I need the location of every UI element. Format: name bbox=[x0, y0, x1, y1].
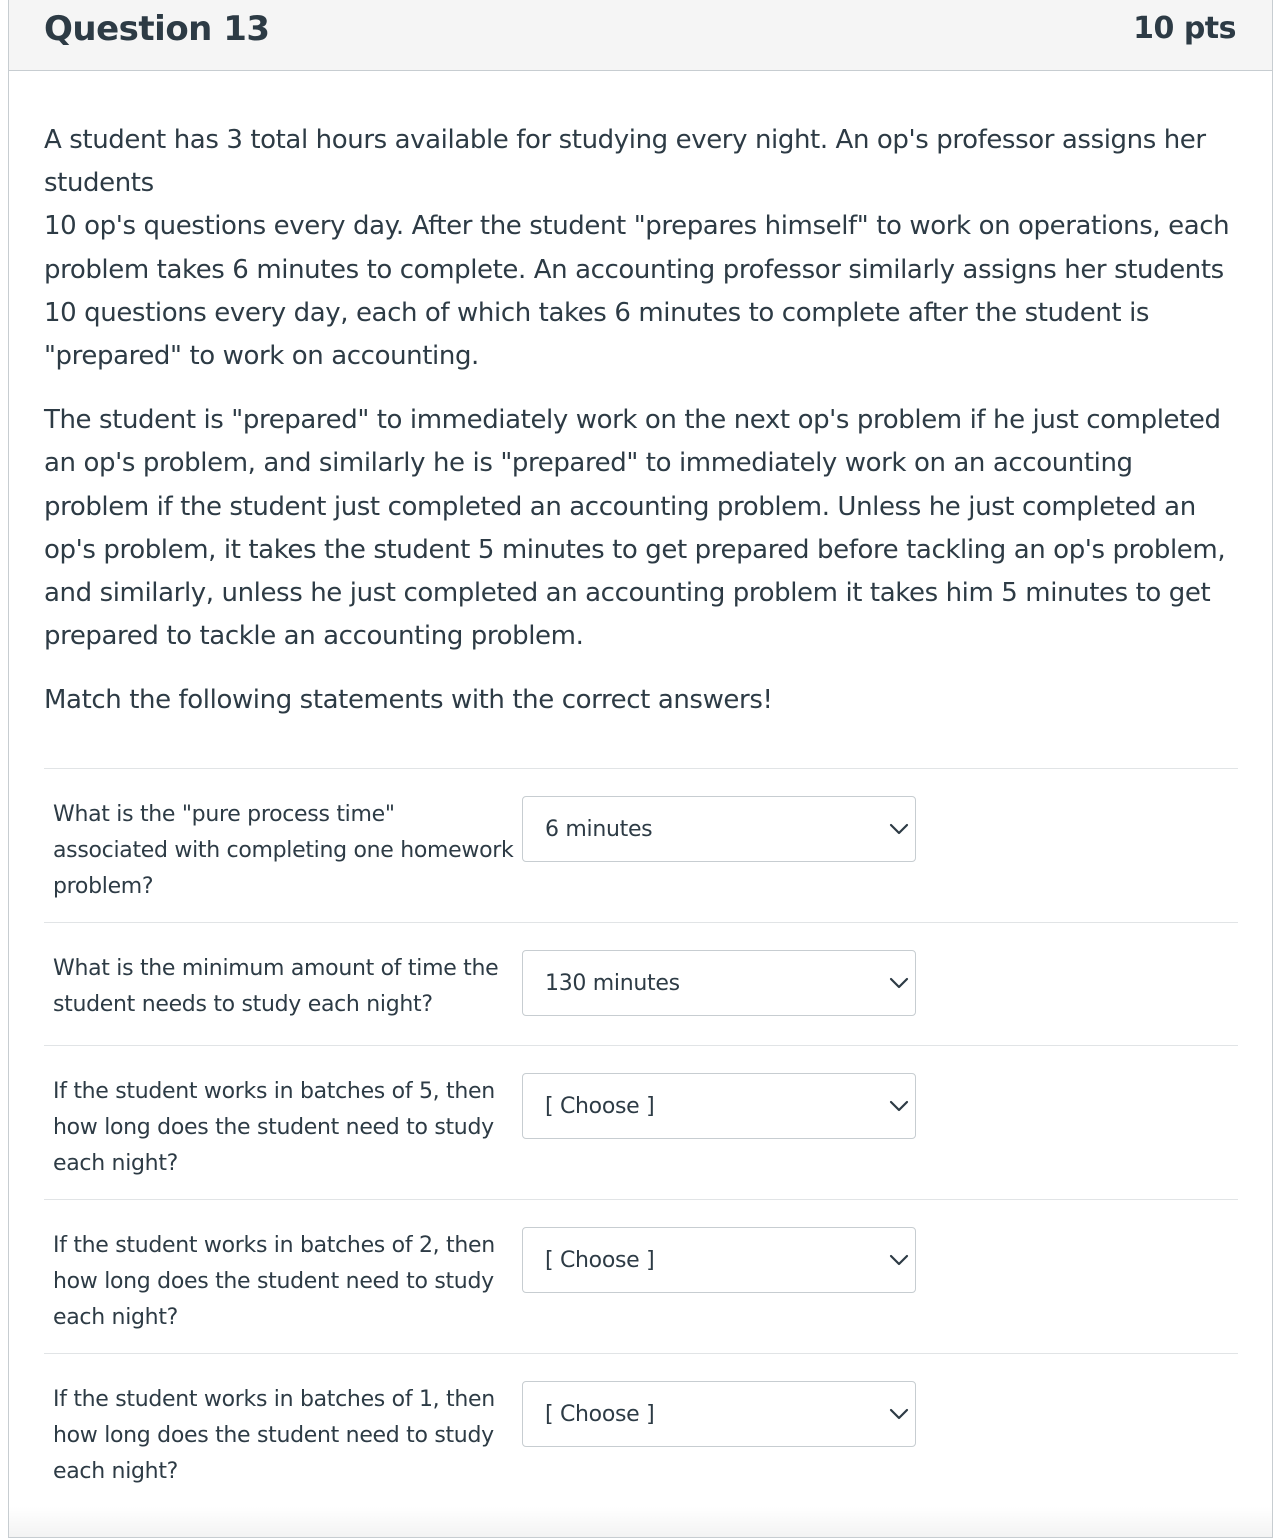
answer-row bbox=[44, 1045, 1238, 1199]
chevron-down-icon bbox=[889, 1098, 909, 1114]
answer-prompt: What is the minimum amount of time the student needs to study each night? bbox=[53, 956, 499, 1017]
answer-select-value: [ Choose ] bbox=[545, 1248, 655, 1273]
question-paragraph-1 bbox=[44, 119, 1240, 378]
question-paragraph-2: The student is "prepared" to immediately work on the next op's problem if he just completed an op's problem, and similarly he is "prepared" to immediately work on an accounting problem if the student just completed an accounting problem. Unless he just completed an op's problem, it takes the student 5 minutes to get prepared before tackling an op's problem, and similarly, unless he just completed an accounting problem it takes him 5 minutes to get prepared to tackle an accounting problem. bbox=[44, 405, 1226, 652]
answer-select[interactable] bbox=[522, 1381, 916, 1447]
answer-prompt: What is the "pure process time" associated with completing one homework problem? bbox=[53, 802, 514, 899]
answer-prompt: If the student works in batches of 1, then how long does the student need to study each night? bbox=[53, 1387, 495, 1484]
chevron-down-icon bbox=[889, 1406, 909, 1422]
answer-prompt: If the student works in batches of 2, then how long does the student need to study each night? bbox=[53, 1233, 495, 1330]
question-text bbox=[44, 119, 1240, 723]
question-header bbox=[9, 0, 1272, 71]
question-title: Question 13 bbox=[44, 9, 270, 49]
answer-prompt: If the student works in batches of 5, then how long does the student need to study each night? bbox=[53, 1079, 495, 1176]
matching-answers bbox=[44, 768, 1238, 1523]
chevron-down-icon bbox=[889, 821, 909, 837]
question-card bbox=[8, 0, 1273, 1538]
question-paragraph-3: Match the following statements with the correct answers! bbox=[44, 685, 773, 716]
answer-select[interactable] bbox=[522, 796, 916, 862]
answer-select[interactable] bbox=[522, 1227, 916, 1293]
question-points: 10 pts bbox=[1133, 11, 1236, 46]
answer-row bbox=[44, 1353, 1238, 1523]
paragraph-1-line-2: students bbox=[44, 168, 154, 199]
chevron-down-icon bbox=[889, 975, 909, 991]
answer-select-value: 6 minutes bbox=[545, 817, 653, 842]
paragraph-1-line-1: A student has 3 total hours available for studying every night. An op's professor assigns her bbox=[44, 125, 1206, 155]
answer-row bbox=[44, 768, 1238, 922]
answer-row bbox=[44, 922, 1238, 1045]
paragraph-1-line-3: 10 op's questions every day. After the student "prepares himself" to work on operations, each problem takes 6 minutes to complete. An accounting professor similarly assigns her students 10 questions every day, each of which takes 6 minutes to complete after the student is "prepared" to work on accounting. bbox=[44, 211, 1230, 372]
chevron-down-icon bbox=[889, 1252, 909, 1268]
answer-select-value: 130 minutes bbox=[545, 971, 680, 996]
answer-select[interactable] bbox=[522, 1073, 916, 1139]
answer-row bbox=[44, 1199, 1238, 1353]
answer-select-value: [ Choose ] bbox=[545, 1402, 655, 1427]
answer-select-value: [ Choose ] bbox=[545, 1094, 655, 1119]
answer-select[interactable] bbox=[522, 950, 916, 1016]
